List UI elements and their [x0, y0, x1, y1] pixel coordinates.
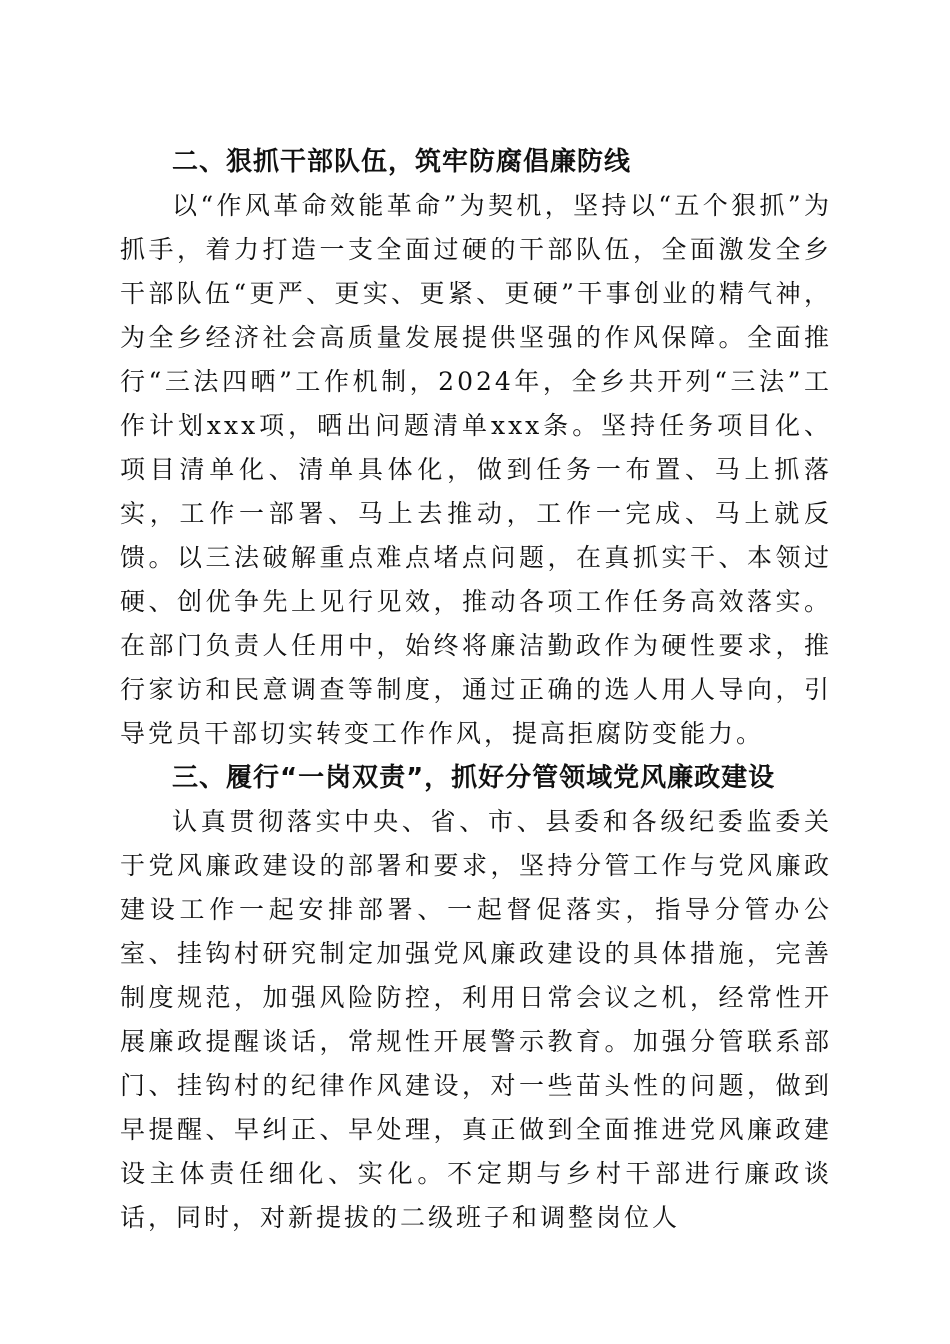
- document-content: [120, 140, 832, 1240]
- section-3-body: 认真贯彻落实中央、省、市、县委和各级纪委监委关于党风廉政建设的部署和要求，坚持分管工作与党风廉政建设工作一起安排部署、一起督促落实，指导分管办公室、挂钩村研究制定加强党风廉政建设的具体措施，完善制度规范，加强风险防控，利用日常会议之机，经常性开展廉政提醒谈话，常规性开展警示教育。加强分管联系部门、挂钩村的纪律作风建设，对一些苗头性的问题，做到早提醒、早纠正、早处理，真正做到全面推进党风廉政建设主体责任细化、实化。不定期与乡村干部进行廉政谈话，同时，对新提拔的二级班子和调整岗位人: [120, 807, 832, 1232]
- section-2-heading: 二、狠抓干部队伍，筑牢防腐倡廉防线: [172, 147, 632, 177]
- section-3-heading: 三、履行“一岗双责”，抓好分管领域党风廉政建设: [172, 763, 776, 793]
- section-2-body: 以“作风革命效能革命”为契机，坚持以“五个狠抓”为抓手，着力打造一支全面过硬的干部队伍，全面激发全乡干部队伍“更严、更实、更紧、更硬”干事创业的精气神，为全乡经济社会高质量发展提供坚强的作风保障。全面推行“三法四晒”工作机制，2024年，全乡共开列“三法”工作计划xxx项，晒出问题清单xxx条。坚持任务项目化、项目清单化、清单具体化，做到任务一布置、马上抓落实，工作一部署、马上去推动，工作一完成、马上就反馈。以三法破解重点难点堵点问题，在真抓实干、本领过硬、创优争先上见行见效，推动各项工作任务高效落实。在部门负责人任用中，始终将廉洁勤政作为硬性要求，推行家访和民意调查等制度，通过正确的选人用人导向，引导党员干部切实转变工作作风，提高拒腐防变能力。: [120, 191, 832, 748]
